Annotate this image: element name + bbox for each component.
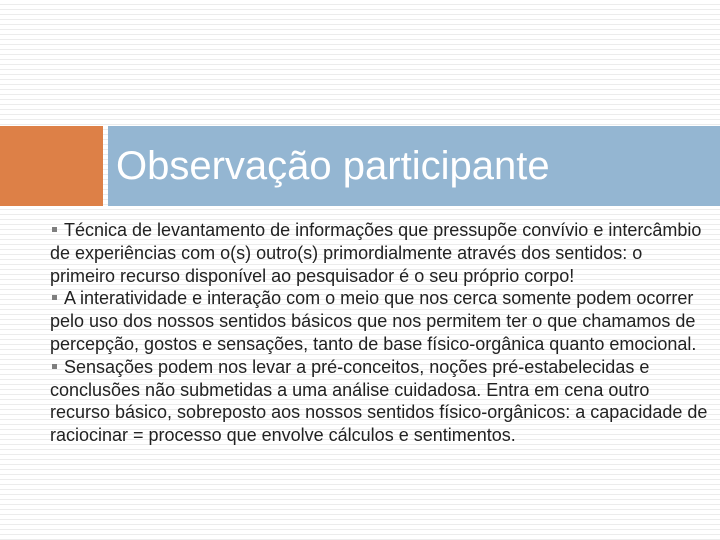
slide-title: Observação participante bbox=[116, 144, 550, 188]
bullet-list bbox=[50, 219, 710, 447]
square-bullet-icon bbox=[52, 364, 57, 369]
bullet-item bbox=[50, 287, 710, 355]
title-block bbox=[108, 126, 720, 206]
bullet-text: Técnica de levantamento de informações que pressupõe convívio e intercâmbio de experiências com o(s) outro(s) primordialmente através dos sentidos: o primeiro recurso disponível ao pesquisador é o seu próprio corpo! bbox=[50, 220, 702, 286]
accent-block bbox=[0, 126, 103, 206]
bullet-item bbox=[50, 219, 710, 287]
bullet-text: Sensações podem nos levar a pré-conceitos, noções pré-estabelecidas e conclusões não submetidas a uma análise cuidadosa. Entra em cena outro recurso básico, sobreposto aos nossos sentidos físico-orgânicos: a capacidade de raciocinar = processo que envolve cálculos e sentimentos. bbox=[50, 356, 708, 446]
title-band bbox=[0, 126, 720, 206]
square-bullet-icon bbox=[52, 227, 57, 232]
bullet-text: A interatividade e interação com o meio que nos cerca somente podem ocorrer pelo uso dos nossos sentidos básicos que nos permitem ter o que chamamos de percepção, gostos e sensações, tanto de base físico-orgânica quanto emocional. bbox=[50, 288, 697, 354]
bullet-item bbox=[50, 356, 710, 447]
square-bullet-icon bbox=[52, 295, 57, 300]
